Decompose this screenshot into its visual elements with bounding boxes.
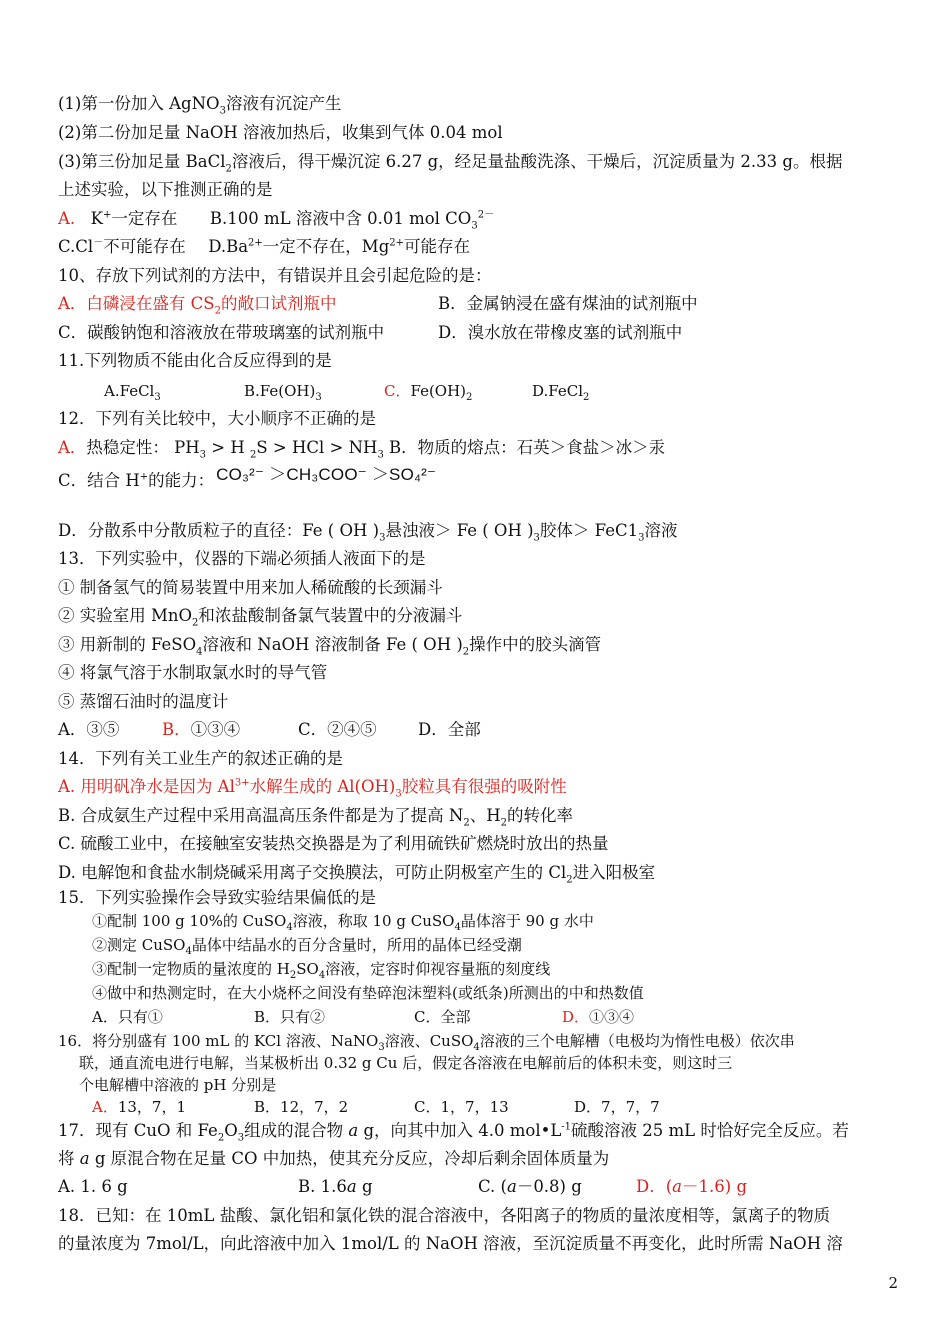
q12-stem: 12．下列有关比较中，大小顺序不正确的是 (58, 409, 376, 428)
q12-ion-formula: CO₃²⁻ ＞CH₃COO⁻ ＞SO₄²⁻ (216, 465, 437, 484)
intro-line-1: (1)第一份加入 AgNO$_3$溶液有沉淀产生 (58, 94, 342, 117)
intro-option-b: B.100 mL 溶液中含 0.01 mol $CO_3^{2-}$ (209, 209, 495, 232)
q11-option-d: D.FeCl$_2$ (532, 382, 590, 403)
q10-option-c: C．碳酸钠饱和溶液放在带玻璃塞的试剂瓶中 (58, 323, 385, 342)
q10-options-ab (58, 293, 898, 315)
q16-line-3: 个电解槽中溶液的 pH 分别是 (79, 1076, 277, 1094)
q13-item-4: ④ 将氯气溶于水制取氯水时的导气管 (58, 663, 328, 682)
q13-option-a: A．③⑤ (58, 720, 120, 739)
q14-option-b: B. 合成氨生产过程中采用高温高压条件都是为了提高 $N_2$、$H_2$的转化率 (58, 806, 573, 829)
page-number: 2 (888, 1274, 898, 1292)
q13-stem: 13．下列实验中，仪器的下端必须插人液面下的是 (58, 549, 426, 568)
q15-option-c: C．全部 (414, 1008, 471, 1026)
q17-options (58, 1176, 898, 1198)
q10-stem: 10、存放下列试剂的方法中，有错误并且会引起危险的是： (58, 266, 492, 285)
q12-option-a-label: A． (58, 438, 87, 457)
q12-option-c: C．结合 H+的能力： CO₃²⁻ ＞CH₃COO⁻ ＞SO₄²⁻ (58, 465, 437, 490)
intro-option-c: C.Cl－不可能存在 (58, 237, 186, 256)
intro-line-2: (2)第二份加足量 NaOH 溶液加热后，收集到气体 0.04 mol (58, 123, 503, 142)
q13-item-1: ① 制备氢气的简易装置中用来加人稀硫酸的长颈漏斗 (58, 578, 443, 597)
intro-line-4: 上述实验，以下推测正确的是 (58, 180, 273, 199)
intro-option-d: $D.Ba^{2+}$一定不存在，$Mg^{2+}$可能存在 (208, 237, 471, 256)
q15-item-4: ④做中和热测定时，在大小烧杯之间没有垫碎泡沫塑料(或纸条)所测出的中和热数值 (92, 984, 644, 1002)
q17-option-c: C. (a－0.8) g (478, 1177, 582, 1196)
intro-option-a: K+一定存在 (90, 209, 178, 228)
q18-line-2: 的量浓度为 7mol/L，向此溶液中加入 1mol/L 的 NaOH 溶液，至沉淀质量不再变化，此时所需 NaOH 溶 (58, 1234, 843, 1253)
intro-options-cd (58, 236, 898, 258)
q15-option-a: A．只有① (92, 1008, 163, 1026)
q13-item-5: ⑤ 蒸馏石油时的温度计 (58, 692, 229, 711)
intro-line-3: (3)第三份加足量 BaCl$_2$溶液后，得干燥沉淀 6.27 g，经足量盐酸洗涤、干燥后，沉淀质量为 2.33 g。根据 (58, 152, 843, 175)
q10-options-cd (58, 322, 898, 344)
q12-options-ab (58, 437, 898, 459)
q15-item-1: ①配制 100 g 10%的 CuSO$_4$溶液，称取 10 g CuSO$_4$晶体溶于 90 g 水中 (92, 912, 594, 933)
intro-options-ab (58, 208, 898, 230)
q12-option-a: 热稳定性： $PH_3 > H$ $_2$S > HCl > $NH_3$ (86, 438, 384, 461)
q16-option-a: A．13，7，1 (92, 1098, 187, 1116)
q15-option-b: B．只有② (254, 1008, 326, 1026)
q10-option-a: A．白磷浸在盛有 $CS_2$的敞口试剂瓶中 (58, 294, 337, 317)
q14-stem: 14．下列有关工业生产的叙述正确的是 (58, 749, 343, 768)
q13-item-3: ③ 用新制的 FeSO$_4$溶液和 NaOH 溶液制备 Fe ( OH )$_2$操作中的胶头滴管 (58, 635, 602, 658)
q12-option-d: D．分散系中分散质粒子的直径：Fe ( OH )$_3$悬浊液＞ Fe ( OH )$_3$胶体＞ $FeC1_3$溶液 (58, 521, 678, 544)
q17-option-d: D．(a－1.6) g (636, 1177, 748, 1196)
q16-option-c: C．1，7，13 (414, 1098, 509, 1116)
q17-option-b: B. 1.6a g (298, 1177, 373, 1196)
q17-line-1: 17．现有 CuO 和 $Fe_2O_3$组成的混合物 a g，向其中加入 4.0 $mol•L^{-1}$硫酸溶液 25 mL 时恰好完全反应。若 (58, 1121, 849, 1144)
q16-option-d: D．7，7，7 (574, 1098, 660, 1116)
q11-option-b: $B.Fe(OH)_3$ (244, 382, 322, 403)
q13-option-c: C．②④⑤ (298, 720, 377, 739)
q15-item-3: ③配制一定物质的量浓度的 $H_2SO_4$溶液，定容时仰视容量瓶的刻度线 (92, 960, 551, 981)
q13-option-d: D．全部 (418, 720, 481, 739)
q14-option-d: D. 电解饱和食盐水制烧碱采用离子交换膜法，可防止阴极室产生的 $Cl_2$进入阳极室 (58, 863, 656, 886)
q18-line-1: 18．已知：在 10mL 盐酸、氯化铝和氯化铁的混合溶液中，各阳离子的物质的量浓度相等，氯离子的物质 (58, 1206, 831, 1225)
q10-option-b: B．金属钠浸在盛有煤油的试剂瓶中 (438, 294, 698, 313)
q17-option-a: A. 1. 6 g (58, 1177, 128, 1196)
q14-option-a: A. 用明矾净水是因为 $Al^{3+}$水解生成的 $Al(OH)_3$胶粒具有很强的吸附性 (58, 777, 567, 800)
q16-line-2: 联，通直流电进行电解，当某极析出 0.32 g Cu 后，假定各溶液在电解前后的体积未变，则这时三 (79, 1054, 733, 1072)
q16-option-b: B．12，7，2 (254, 1098, 349, 1116)
q11-option-a: A.FeCl$_3$ (104, 382, 161, 403)
intro-option-a-label: A. (58, 209, 76, 228)
q13-option-b: B．①③④ (162, 720, 241, 739)
q16-line-1: 16．将分别盛有 100 mL 的 KCl 溶液、NaNO$_3$溶液、CuSO$_4$溶液的三个电解槽（电极均为惰性电极）依次串 (58, 1032, 795, 1053)
q10-option-d: D．溴水放在带橡皮塞的试剂瓶中 (438, 323, 683, 342)
q14-option-c: C. 硫酸工业中，在接触室安装热交换器是为了利用硫铁矿燃烧时放出的热量 (58, 834, 609, 853)
q17-line-2: 将 a g 原混合物在足量 CO 中加热，使其充分反应，冷却后剩余固体质量为 (58, 1149, 610, 1168)
q13-item-2: ② 实验室用 MnO$_2$和浓盐酸制备氯气装置中的分液漏斗 (58, 606, 463, 629)
q11-stem: 11.下列物质不能由化合反应得到的是 (58, 351, 332, 370)
q15-item-2: ②测定 CuSO$_4$晶体中结晶水的百分含量时，所用的晶体已经受潮 (92, 936, 522, 957)
q13-options (58, 719, 898, 741)
q15-stem: 15．下列实验操作会导致实验结果偏低的是 (58, 888, 376, 907)
q15-option-d: D．①③④ (562, 1008, 635, 1026)
q11-option-c: C．$Fe(OH)_2$ (384, 382, 473, 403)
q12-option-b: B．物质的熔点：石英＞食盐＞冰＞汞 (383, 438, 666, 457)
